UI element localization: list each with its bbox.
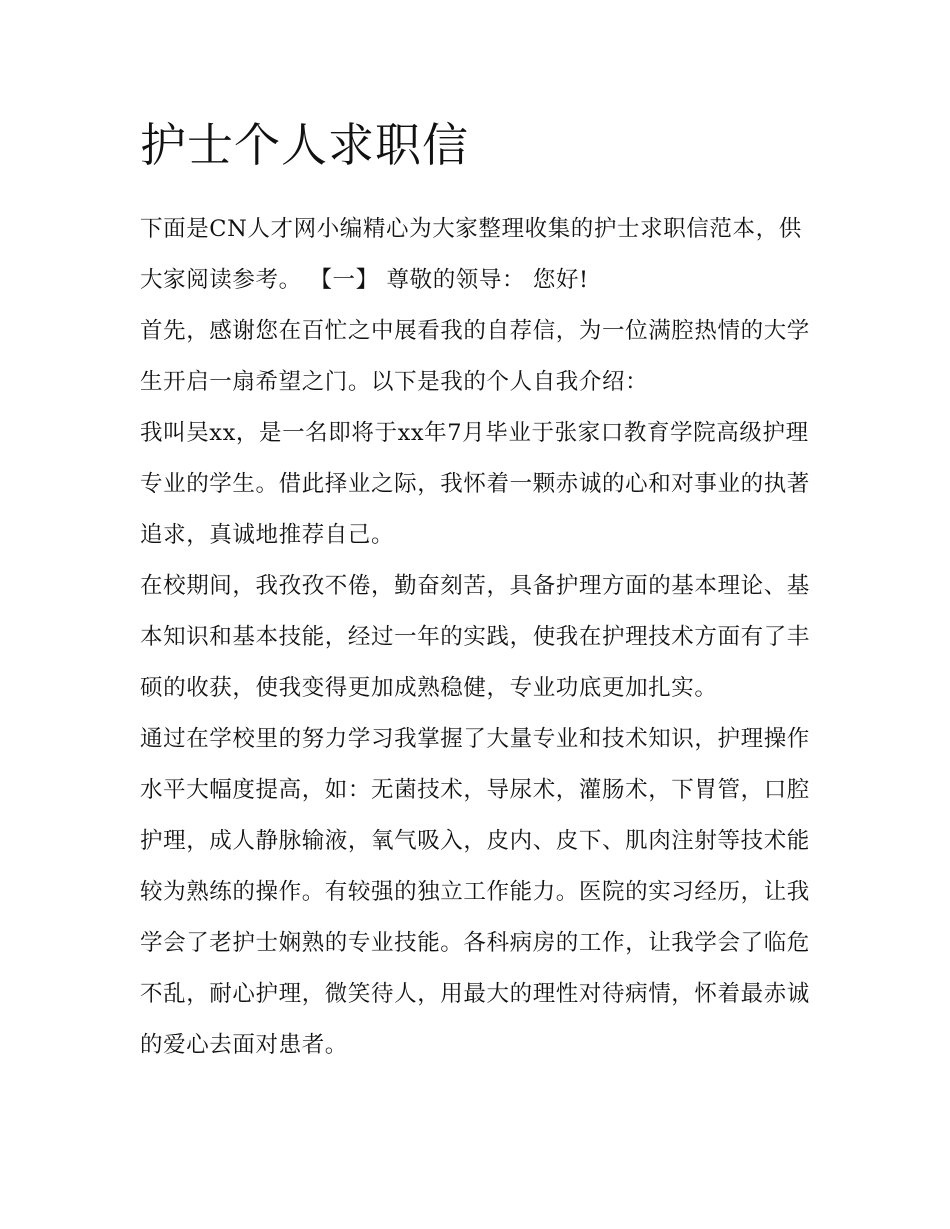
paragraph-school-study: 在校期间，我孜孜不倦，勤奋刻苦，具备护理方面的基本理论、基本知识和基本技能，经过一年的实践，使我在护理技术方面有了丰硕的收获，使我变得更加成熟稳健，专业功底更加扎实。 bbox=[140, 573, 810, 701]
paragraph-thanks: 首先，感谢您在百忙之中展看我的自荐信，为一位满腔热情的大学生开启一扇希望之门。以下是我的个人自我介绍： bbox=[140, 318, 810, 395]
paragraph-skills-experience: 通过在学校里的努力学习我掌握了大量专业和技术知识，护理操作水平大幅度提高，如：无菌技术，导尿术，灌肠术，下胃管，口腔护理，成人静脉输液，氧气吸入，皮内、皮下、肌肉注射等技术能较为熟练的操作。有较强的独立工作能力。医院的实习经历，让我学会了老护士娴熟的专业技能。各科病房的工作，让我学会了临危不乱，耐心护理，微笑待人，用最大的理性对待病情，怀着最赤诚的爱心去面对患者。 bbox=[140, 726, 810, 1058]
paragraph-self-introduction: 我叫吴xx，是一名即将于xx年7月毕业于张家口教育学院高级护理专业的学生。借此择业之际，我怀着一颗赤诚的心和对事业的执著追求，真诚地推荐自己。 bbox=[140, 420, 810, 548]
paragraph-intro: 下面是CN人才网小编精心为大家整理收集的护士求职信范本，供大家阅读参考。 【一】 尊敬的领导： 您好! bbox=[140, 216, 802, 293]
document-body bbox=[140, 112, 820, 1071]
page-title: 护士个人求职信 bbox=[140, 118, 469, 172]
